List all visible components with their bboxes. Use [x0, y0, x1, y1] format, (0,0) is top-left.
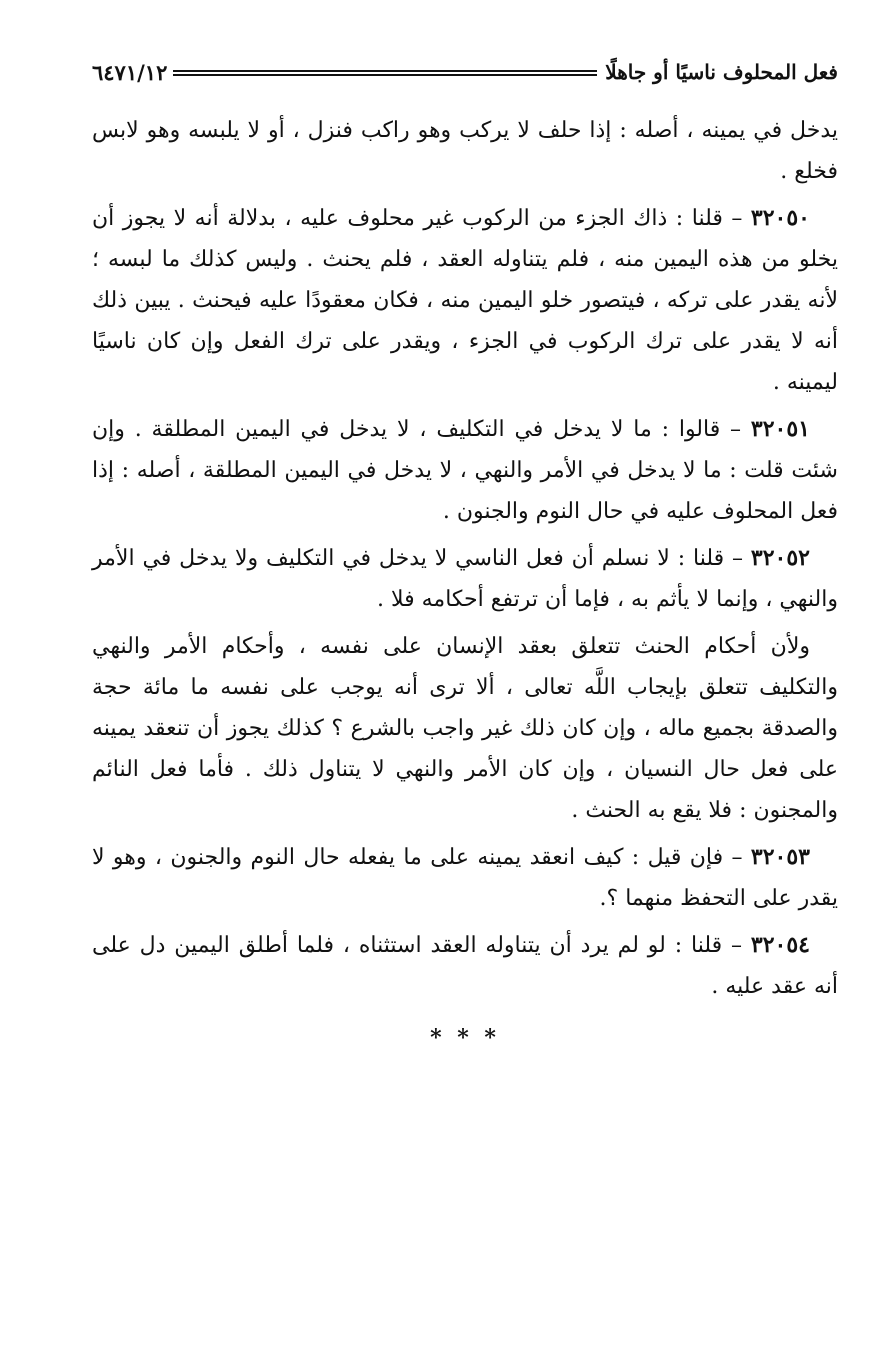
paragraph: [92, 626, 838, 831]
paragraph-number: ٣٢٠٥٢: [750, 545, 810, 571]
paragraph: [92, 110, 838, 192]
paragraph-text: يدخل في يمينه ، أصله : إذا حلف لا يركب وهو راكب فنزل ، أو لا يلبسه وهو لابس فخلع .: [92, 118, 838, 184]
paragraph-text: – قلنا : لا نسلم أن فعل الناسي لا يدخل في التكليف ولا يدخل في الأمر والنهي ، وإنما لا يأثم به ، فإما أن ترتفع أحكامه فلا .: [92, 546, 838, 612]
paragraph: [92, 538, 838, 620]
paragraph-number: ٣٢٠٥٠: [750, 205, 810, 231]
paragraph: [92, 409, 838, 532]
paragraph-number: ٣٢٠٥١: [750, 416, 810, 442]
body-text: [92, 110, 838, 1007]
paragraph-number: ٣٢٠٥٤: [750, 932, 810, 958]
paragraph-text: – قلنا : ذاك الجزء من الركوب غير محلوف عليه ، بدلالة أنه لا يجوز أن يخلو من هذه اليمين منه ، فلم يتناوله العقد ، فلم يحنث . وليس كذلك ما لبسه ؛ لأنه يقدر على تركه ، فيتصور خلو اليمين منه ، فكان معقودًا عليه فيحنث . يبين ذلك أنه لا يقدر على ترك الركوب في الجزء ، ويقدر على ترك الفعل وإن كان ناسيًا ليمينه .: [92, 206, 838, 395]
paragraph-number: ٣٢٠٥٣: [750, 844, 810, 870]
header-page-number: ٦٤٧١/١٢: [92, 59, 168, 85]
paragraph: [92, 925, 838, 1007]
running-header: [92, 52, 838, 92]
paragraph-text: – قالوا : ما لا يدخل في التكليف ، لا يدخل في اليمين المطلقة . وإن شئت قلت : ما لا يدخل في الأمر والنهي ، لا يدخل في اليمين المطلقة ، أصله : إذا فعل المحلوف عليه في حال النوم والجنون .: [92, 417, 838, 524]
paragraph: [92, 837, 838, 919]
header-rule: [173, 70, 597, 76]
paragraph-text: – فإن قيل : كيف انعقد يمينه على ما يفعله حال النوم والجنون ، وهو لا يقدر على التحفظ منهما ؟.: [92, 845, 838, 911]
document-page: [92, 52, 838, 1051]
paragraph-text: – قلنا : لو لم يرد أن يتناوله العقد استثناه ، فلما أطلق اليمين دل على أنه عقد عليه .: [92, 933, 838, 999]
paragraph-text: ولأن أحكام الحنث تتعلق بعقد الإنسان على نفسه ، وأحكام الأمر والنهي والتكليف تتعلق بإيجاب اللَّه تعالى ، ألا ترى أنه يوجب على نفسه ما مائة حجة والصدقة بجميع ماله ، وإن كان ذلك غير واجب بالشرع ؟ كذلك يجوز أن تنعقد يمينه على فعل حال النسيان ، وإن كان الأمر والنهي لا يتناول ذلك . فأما فعل النائم والمجنون : فلا يقع به الحنث .: [92, 634, 838, 823]
header-title: فعل المحلوف ناسيًا أو جاهلًا: [605, 60, 838, 84]
section-separator: * * *: [430, 1025, 500, 1051]
paragraph: [92, 198, 838, 403]
